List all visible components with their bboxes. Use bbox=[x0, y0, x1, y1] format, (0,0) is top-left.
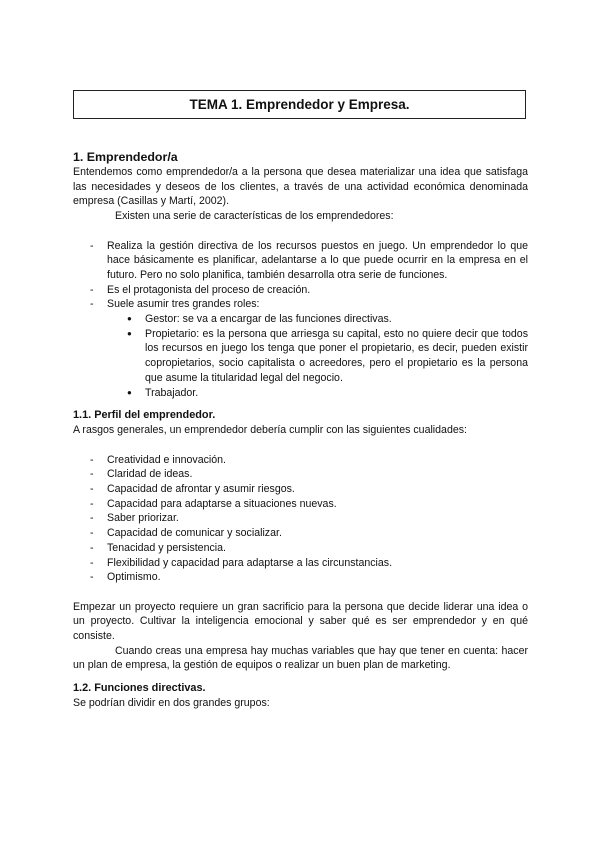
list-item: - Creatividad e innovación. bbox=[73, 453, 528, 468]
list-item: - Optimismo. bbox=[73, 570, 528, 585]
document-body bbox=[73, 150, 528, 711]
list-item: ● Propietario: es la persona que arriesga su capital, esto no quiere decir que todos los recursos en juego los tenga que poner el propietario, es decir, pueden existir copropietarios, socio capitalista o acreedores, pero el propietario es la persona que asume la titularidad legal del negocio. bbox=[73, 327, 528, 386]
list-item: ● Trabajador. bbox=[73, 386, 528, 401]
list-item: - Capacidad de afrontar y asumir riesgos. bbox=[73, 482, 528, 497]
roles-list bbox=[73, 312, 528, 400]
section-heading-1-2: 1.2. Funciones directivas. bbox=[73, 682, 206, 695]
list-item: - Suele asumir tres grandes roles: bbox=[73, 297, 528, 312]
list-item: - Flexibilidad y capacidad para adaptarse a las circunstancias. bbox=[73, 556, 528, 571]
section-1-2-intro: Se podrían dividir en dos grandes grupos: bbox=[73, 697, 270, 710]
section-1-1-intro: A rasgos generales, un emprendedor debería cumplir con las siguientes cualidades: bbox=[73, 424, 467, 437]
document-title-box bbox=[73, 90, 526, 119]
qualities-list bbox=[73, 453, 528, 585]
list-item: - Claridad de ideas. bbox=[73, 467, 528, 482]
list-item: ● Gestor: se va a encargar de las funciones directivas. bbox=[73, 312, 528, 327]
section-1-1-paragraph-2: Cuando creas una empresa hay muchas variables que hay que tener en cuenta: hacer un plan de empresa, la gestión de equipos o realizar un buen plan de marketing. bbox=[73, 644, 528, 672]
section-heading-1-1: 1.1. Perfil del emprendedor. bbox=[73, 409, 216, 422]
document-title: TEMA 1. Emprendedor y Empresa. bbox=[189, 97, 410, 112]
section-heading-1: 1. Emprendedor/a bbox=[73, 150, 178, 164]
characteristics-list bbox=[73, 239, 528, 313]
section-1-intro-2: Existen una serie de características de los emprendedores: bbox=[115, 210, 394, 223]
list-item: - Es el protagonista del proceso de creación. bbox=[73, 283, 528, 298]
list-item: - Tenacidad y persistencia. bbox=[73, 541, 528, 556]
list-item: - Capacidad de comunicar y socializar. bbox=[73, 526, 528, 541]
list-item: - Capacidad para adaptarse a situaciones nuevas. bbox=[73, 497, 528, 512]
list-item: - Saber priorizar. bbox=[73, 511, 528, 526]
list-item: - Realiza la gestión directiva de los recursos puestos en juego. Un emprendedor lo que hace básicamente es planificar, adelantarse a lo que puede ocurrir en la empresa en el futuro. Pero no solo planifica, también desarrolla otra serie de funciones. bbox=[73, 239, 528, 283]
section-1-1-paragraph-1: Empezar un proyecto requiere un gran sacrificio para la persona que decide liderar una idea o un proyecto. Cultivar la inteligencia emocional y saber qué es ser emprendedor y en qué consiste. bbox=[73, 600, 528, 643]
section-1-intro: Entendemos como emprendedor/a a la persona que desea materializar una idea que satisfaga las necesidades y deseos de los clientes, a través de una actividad económica denominada empresa (Casillas y Martí, 2002). bbox=[73, 166, 528, 208]
